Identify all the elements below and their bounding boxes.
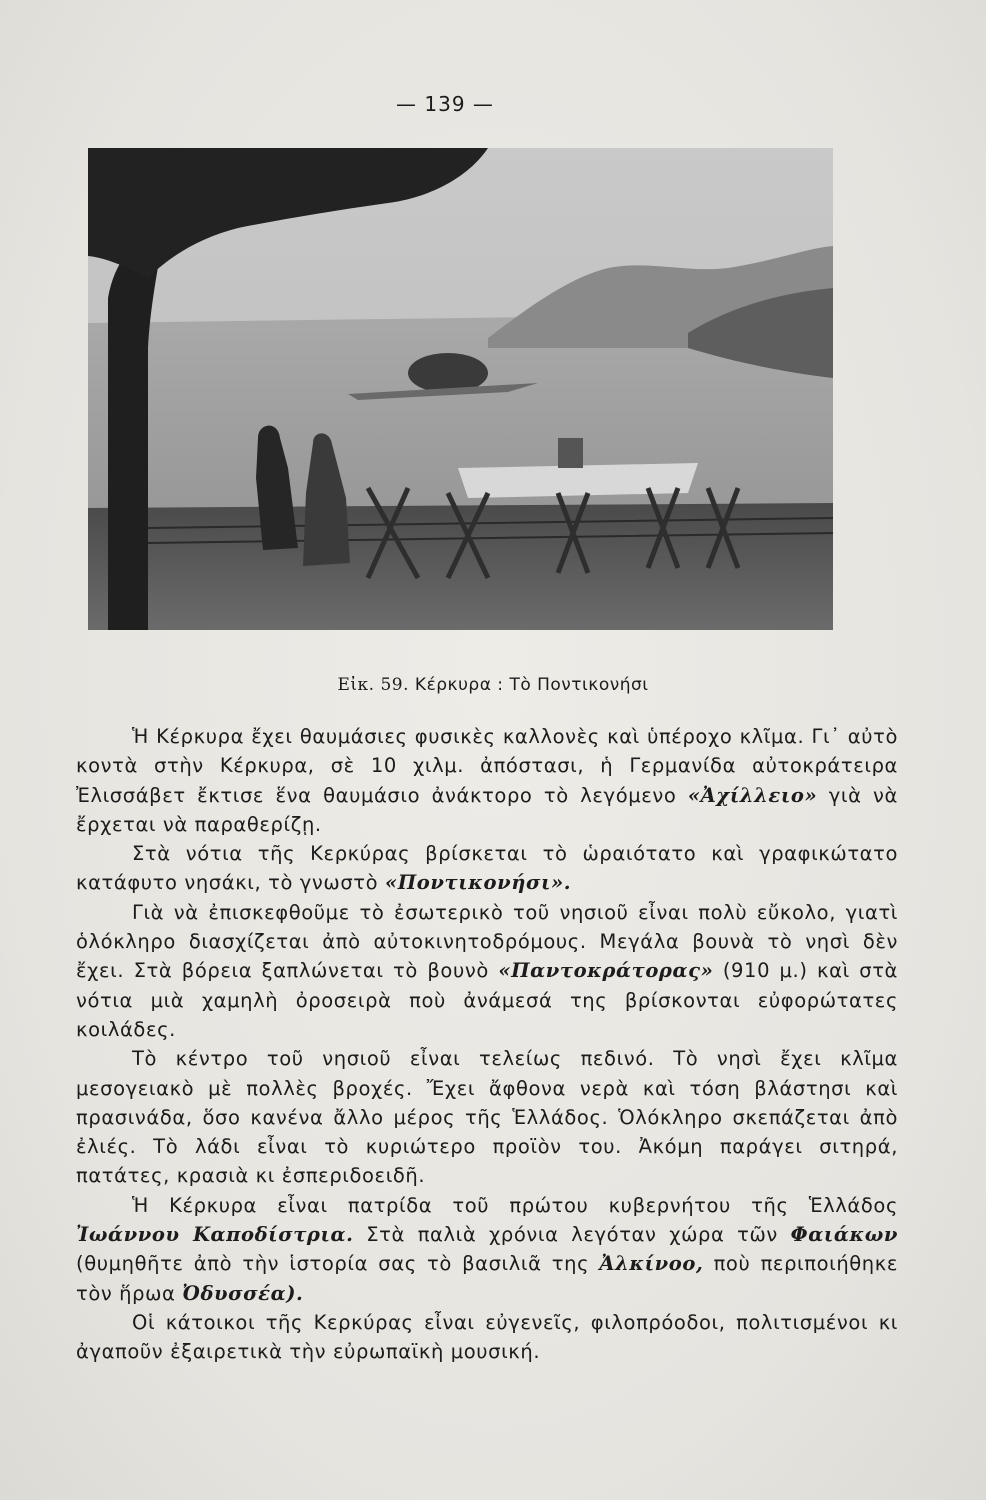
cypress	[558, 438, 583, 468]
emphasized-name: Ἰωάννου Καποδίστρια.	[76, 1223, 354, 1247]
page-number: — 139 —	[396, 92, 494, 116]
paragraph	[76, 1191, 898, 1308]
emphasized-name: «Ἀχίλλειο»	[687, 783, 818, 807]
figure-caption	[0, 675, 986, 695]
body-text	[76, 722, 898, 1367]
paragraph	[76, 898, 898, 1044]
text-run: Ἡ Κέρκυρα εἶναι πατρίδα τοῦ πρώτου κυβερνήτου τῆς Ἑλλάδος	[132, 1193, 898, 1217]
paragraph	[76, 1044, 898, 1190]
paragraph	[76, 839, 898, 898]
text-run: (910 μ.) καὶ στὰ νότια μιὰ χαμηλὴ ὀροσειρὰ ποὺ ἀνάμεσά της βρίσκονται εὐφορώτατες κοιλάδες.	[76, 959, 898, 1041]
figure-title: Κέρκυρα : Τὸ Ποντικονήσι	[414, 675, 649, 695]
paragraph	[76, 722, 898, 839]
figure-label: Εἰκ. 59.	[337, 675, 410, 695]
text-run: Γιὰ νὰ ἐπισκεφθοῦμε τὸ ἐσωτερικὸ τοῦ νησιοῦ εἶναι πολὺ εὔκολο, γιατὶ ὁλόκληρο διασχίζεται ἀπὸ αὐτοκινητοδρόμους. Μεγάλα βουνὰ τὸ νησὶ δὲν ἔχει. Στὰ βόρεια ξαπλώνεται τὸ βουνὸ	[76, 900, 898, 983]
emphasized-name: Φαιάκων	[790, 1223, 899, 1247]
pontikonisi-photograph	[88, 148, 833, 630]
emphasized-name: Ὀδυσσέα).	[182, 1281, 304, 1305]
text-run: γιὰ νὰ ἔρχεται νὰ παραθερίζῃ.	[76, 783, 898, 836]
text-run: (θυμηθῆτε ἀπὸ τὴν ἱστορία σας τὸ βασιλιᾶ της	[76, 1252, 600, 1276]
monastery-buildings	[458, 463, 698, 498]
text-run: Στὰ νότια τῆς Κερκύρας βρίσκεται τὸ ὡραιότατο καὶ γραφικώτατο κατάφυτο νησάκι, τὸ γνωστὸ	[76, 842, 898, 895]
emphasized-name: «Ποντικονήσι».	[384, 871, 572, 895]
text-run: ποὺ περιποιήθηκε τὸν ἥρωα	[76, 1252, 898, 1305]
emphasized-name: «Παντοκράτορας»	[498, 959, 714, 983]
photo-illustration	[88, 148, 833, 630]
text-run: Ἡ Κέρκυρα ἔχει θαυμάσιες φυσικὲς καλλονὲς καὶ ὑπέροχο κλῖμα. Γι᾽ αὐτὸ κοντὰ στὴν Κέρκυρα, σὲ 10 χιλμ. ἀπόστασι, ἡ Γερμανίδα αὐτοκράτειρα Ἐλισσάβετ ἔκτισε ἕνα θαυμάσιο ἀνάκτορο τὸ λεγόμενο	[76, 725, 898, 807]
paragraph	[76, 1308, 898, 1367]
text-run: Οἱ κάτοικοι τῆς Κερκύρας εἶναι εὐγενεῖς, φιλοπρόοδοι, πολιτισμένοι κι ἀγαποῦν ἐξαιρετικὰ τὴν εὐρωπαϊκὴ μουσική.	[76, 1310, 898, 1364]
text-run: Στὰ παλιὰ χρόνια λεγόταν χώρα τῶν	[353, 1223, 791, 1247]
text-run: Τὸ κέντρο τοῦ νησιοῦ εἶναι τελείως πεδινό. Τὸ νησὶ ἔχει κλῖμα μεσογειακὸ μὲ πολλὲς βροχές. Ἔχει ἄφθονα νερὰ καὶ τόση βλάστησι καὶ πρασινάδα, ὅσο κανένα ἄλλο μέρος τῆς Ἑλλάδος. Ὁλόκληρο σκεπάζεται ἀπὸ ἐλιές. Τὸ λάδι εἶναι τὸ κυριώτερο προϊὸν του. Ἀκόμη παράγει σιτηρά, πατάτες, κρασιὰ κι ἐσπεριδοειδῆ.	[76, 1047, 898, 1188]
emphasized-name: Ἀλκίνοο,	[599, 1252, 704, 1276]
